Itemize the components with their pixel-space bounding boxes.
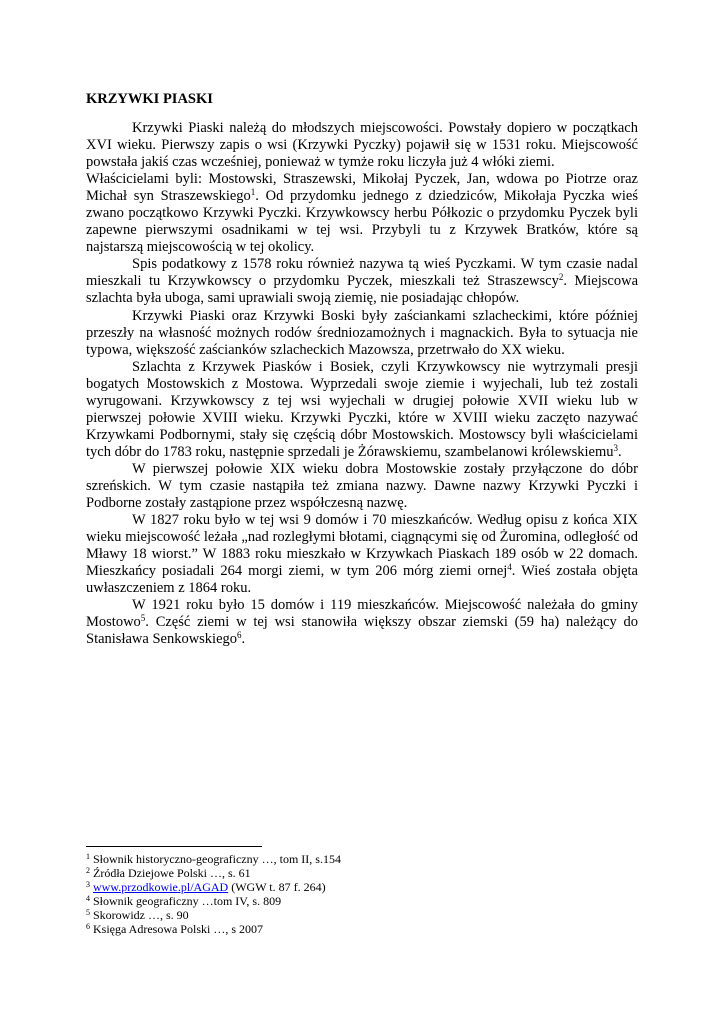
footnote-number: 6 bbox=[86, 922, 90, 931]
paragraph-text: W 1827 roku było w tej wsi 9 domów i 70 mieszkańców. Według opisu z końca XIX wieku miejscowość leżała „nad rozległymi błotami, ciągnącymi się od Żuromina, odległość od Mławy 18 wiorst.” W 1883 roku mieszkało w Krzywkach Piaskach 189 osób w 22 domach. Mieszkańcy posiadali 264 morgi ziemi, w tym 206 mórg ziemi ornej bbox=[86, 512, 638, 580]
footnote-number: 2 bbox=[86, 866, 90, 875]
paragraph-text: Krzywki Piaski oraz Krzywki Boski były zaściankami szlacheckimi, które później przeszły na własność możnych rodów średniozamożnych i magnackich. Była to sytuacja nie typowa, większość zaścianków szlacheckich Mazowsza, przetrwało do XX wieku. bbox=[86, 307, 638, 358]
paragraph bbox=[86, 512, 638, 597]
footnote-number: 3 bbox=[86, 880, 90, 889]
footnote-ref: 6 bbox=[237, 630, 242, 641]
footnote-number: 4 bbox=[86, 894, 90, 903]
footnote bbox=[86, 866, 638, 880]
footnote-text: Źródła Dziejowe Polski …, s. 61 bbox=[93, 866, 251, 880]
paragraph bbox=[86, 597, 638, 648]
page-title: KRZYWKI PIASKI bbox=[86, 91, 213, 107]
footnote-text: Księga Adresowa Polski …, s 2007 bbox=[93, 922, 263, 936]
paragraph-text: Spis podatkowy z 1578 roku również nazywa tą wieś Pyczkami. W tym czasie nadal mieszkali tu Krzywkowscy o przydomku Pyczek, mieszkali też Straszewscy bbox=[86, 256, 638, 290]
footnote-text: Słownik geograficzny …tom IV, s. 809 bbox=[93, 894, 282, 908]
paragraph-text: Właścicielami byli: Mostowski, Straszewski, Mikołaj Pyczek, Jan, wdowa po Piotrze oraz Michał syn Straszewskiego bbox=[86, 171, 638, 205]
paragraph bbox=[86, 461, 638, 512]
paragraph bbox=[86, 120, 638, 171]
footnote-text: (WGW t. 87 f. 264) bbox=[228, 880, 326, 894]
footnote-separator bbox=[86, 846, 262, 847]
paragraph-text: . bbox=[618, 443, 622, 460]
footnote-text: Słownik historyczno-geograficzny …, tom II, s.154 bbox=[93, 852, 341, 866]
footnote bbox=[86, 894, 638, 908]
footnote bbox=[86, 880, 638, 894]
paragraph bbox=[86, 359, 638, 461]
footnote-number: 5 bbox=[86, 908, 90, 917]
footnote-ref: 5 bbox=[140, 613, 146, 624]
paragraph bbox=[86, 171, 638, 256]
footnotes bbox=[86, 852, 638, 936]
footnote bbox=[86, 908, 638, 922]
paragraph-text: . bbox=[241, 631, 246, 648]
footnote-text: Skorowidz …, s. 90 bbox=[93, 908, 189, 922]
paragraph-text: . Część ziemi w tej wsi stanowiła większy obszar ziemski (59 ha) należący do Stanisława Senkowskiego bbox=[86, 614, 638, 648]
paragraph-text: . Wieś została objęta uwłaszczeniem z 1864 roku. bbox=[86, 563, 638, 597]
paragraph-text: . Od przydomku jednego z dziedziców, Mikołaja Pyczka wieś zwano początkowo Krzywki Pyczki. Krzywkowscy herbu Półkozic o przydomku Pyczek byli zapewne pierwszymi osadnikami w tej wsi. Przybyli tu z Krzywek Bratków, które są najstarszą miejscowością w tej okolicy. bbox=[86, 188, 639, 256]
footnote-ref: 3 bbox=[613, 442, 619, 453]
paragraph-text: W pierwszej połowie XIX wieku dobra Mostowskie zostały przyłączone do dóbr szreńskich. W tym czasie nastąpiła też zmiana nazwy. Dawne nazwy Krzywki Pyczki i Podborne zostały zastąpione przez współczesną nazwę. bbox=[86, 460, 638, 512]
footnote-number: 1 bbox=[86, 852, 90, 861]
paragraph-text: Krzywki Piaski należą do młodszych miejscowości. Powstały dopiero w początkach XVI wieku. Pierwszy zapis o wsi (Krzywki Pyczky) pojawił się w 1531 roku. Miejscowość powstała jakiś czas wcześniej, ponieważ w tymże roku liczyła już 4 włóki ziemi. bbox=[86, 120, 638, 171]
paragraph-text: Szlachta z Krzywek Piasków i Bosiek, czyli Krzywkowscy nie wytrzymali presji bogatych Mostowskich z Mostowa. Wyprzedali swoje ziemie i wyjechali, lub też zostali wyrugowani. Krzywkowscy z tej wsi wyjechali w drugiej połowie XVII wieku lub w pierwszej połowie XVIII wieku. Krzywki Pyczki, które w XVIII wieku zaczęto nazywać Krzywkami Podbornymi, stały się częścią dóbr Mostowskich. Mostowscy byli właścicielami tych dóbr do 1783 roku, następnie sprzedali je Żórawskiemu, szambelanowi królewskiemu bbox=[86, 358, 638, 460]
paragraph-text: W 1921 roku było 15 domów i 119 mieszkańców. Miejscowość należała do gminy Mostowo bbox=[86, 597, 638, 631]
paragraph bbox=[86, 308, 638, 359]
footnote bbox=[86, 922, 638, 936]
footnote-link[interactable]: www.przodkowie.pl/AGAD bbox=[93, 880, 229, 894]
paragraph bbox=[86, 256, 638, 307]
footnote-ref: 2 bbox=[558, 272, 564, 283]
paragraph-text: . Miejscowa szlachta była uboga, sami uprawiali swoją ziemię, nie posiadając chłopów. bbox=[86, 273, 639, 307]
article-body bbox=[86, 120, 638, 648]
footnote-ref: 4 bbox=[507, 562, 512, 573]
footnote bbox=[86, 852, 638, 866]
footnote-ref: 1 bbox=[250, 187, 256, 198]
